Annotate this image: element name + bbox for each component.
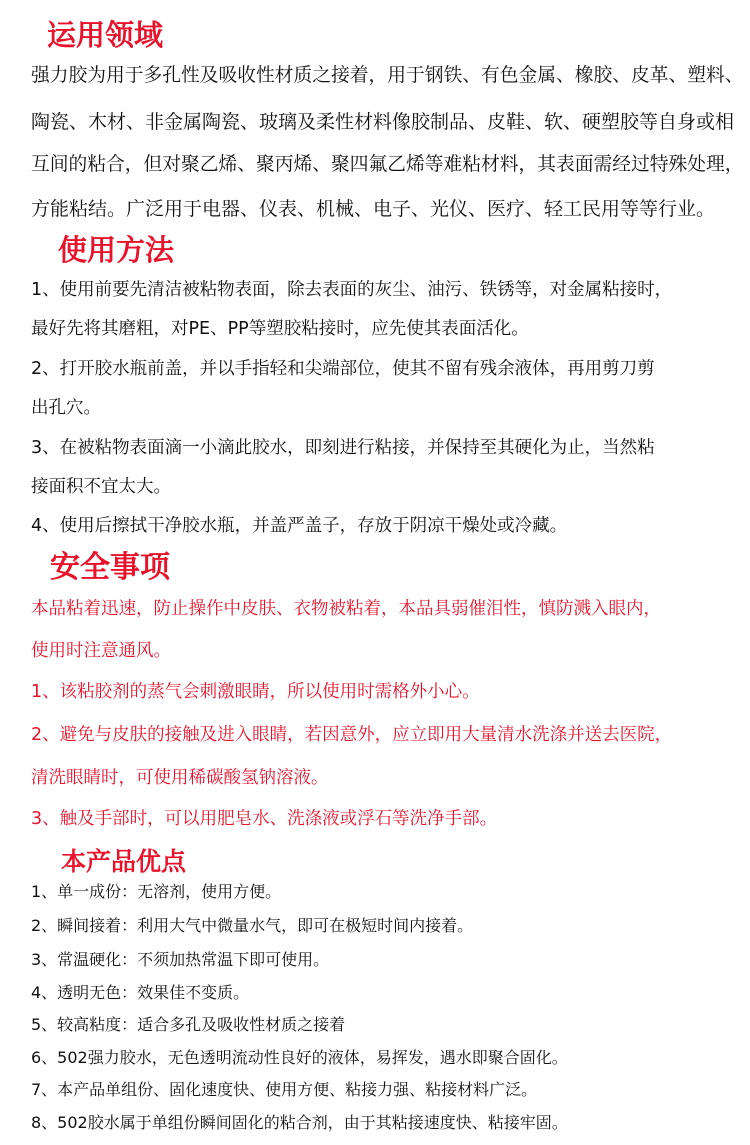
safety-line: 本品粘着迅速，防止操作中皮肤、衣物被粘着，本品具弱催泪性，慎防溅入眼内， xyxy=(31,599,661,619)
usage-line: 2、打开胶水瓶前盖，并以手指轻和尖端部位，使其不留有残余液体，再用剪刀剪 xyxy=(31,359,655,379)
safety-heading: 安全事项 xyxy=(50,550,170,585)
safety-line: 2、避免与皮肤的接触及进入眼睛，若因意外，应立即用大量清水洗涤并送去医院， xyxy=(31,725,673,745)
safety-line: 3、触及手部时，可以用肥皂水、洗涤液或浮石等洗净手部。 xyxy=(31,809,498,829)
application-line: 陶瓷、木材、非金属陶瓷、玻璃及柔性材料像胶制品、皮鞋、软、硬塑胶等自身或相 xyxy=(31,111,735,133)
safety-line: 1、该粘胶剂的蒸气会刺激眼睛，所以使用时需格外小心。 xyxy=(31,682,480,702)
advantages-line: 7、本产品单组份、固化速度快、使用方便、粘接力强、粘接材料广泛。 xyxy=(31,1080,538,1099)
usage-line: 最好先将其磨粗，对PE、PP等塑胶粘接时，应先使其表面活化。 xyxy=(31,319,529,339)
advantages-line: 8、502胶水属于单组份瞬间固化的粘合剂，由于其粘接速度快、粘接牢固。 xyxy=(31,1113,568,1132)
safety-line: 使用时注意通风。 xyxy=(31,641,171,661)
application-line: 强力胶为用于多孔性及吸收性材质之接着，用于钢铁、有色金属、橡胶、皮革、塑料、 xyxy=(31,65,744,86)
advantages-line: 6、502强力胶水，无色透明流动性良好的液体，易挥发，遇水即聚合固化。 xyxy=(31,1048,568,1067)
usage-line: 出孔穴。 xyxy=(31,398,101,418)
application-heading: 运用领域 xyxy=(47,18,164,52)
advantages-line: 3、常温硬化：不须加热常温下即可使用。 xyxy=(31,950,330,969)
safety-line: 清洗眼睛时，可使用稀碳酸氢钠溶液。 xyxy=(31,768,329,788)
advantages-heading: 本产品优点 xyxy=(61,847,187,876)
usage-line: 1、使用前要先清洁被粘物表面，除去表面的灰尘、油污、铁锈等，对金属粘接时， xyxy=(31,280,673,300)
application-line: 方能粘结。广泛用于电器、仪表、机械、电子、光仪、医疗、轻工民用等等行业。 xyxy=(31,198,716,220)
advantages-line: 1、单一成份：无溶剂，使用方便。 xyxy=(31,882,282,901)
usage-line: 接面积不宜太大。 xyxy=(31,477,171,497)
usage-line: 4、使用后擦拭干净胶水瓶，并盖严盖子，存放于阴凉干燥处或冷藏。 xyxy=(31,516,568,536)
application-line: 互间的粘合，但对聚乙烯、聚丙烯、聚四氟乙烯等难粘材料，其表面需经过特殊处理， xyxy=(31,154,744,175)
advantages-line: 4、透明无色：效果佳不变质。 xyxy=(31,983,250,1002)
usage-line: 3、在被粘物表面滴一小滴此胶水，即刻进行粘接，并保持至其硬化为止，当然粘 xyxy=(31,438,655,458)
advantages-line: 2、瞬间接着：利用大气中微量水气，即可在极短时间内接着。 xyxy=(31,916,474,935)
usage-heading: 使用方法 xyxy=(58,233,175,267)
advantages-line: 5、较高粘度：适合多孔及吸收性材质之接着 xyxy=(31,1015,346,1034)
